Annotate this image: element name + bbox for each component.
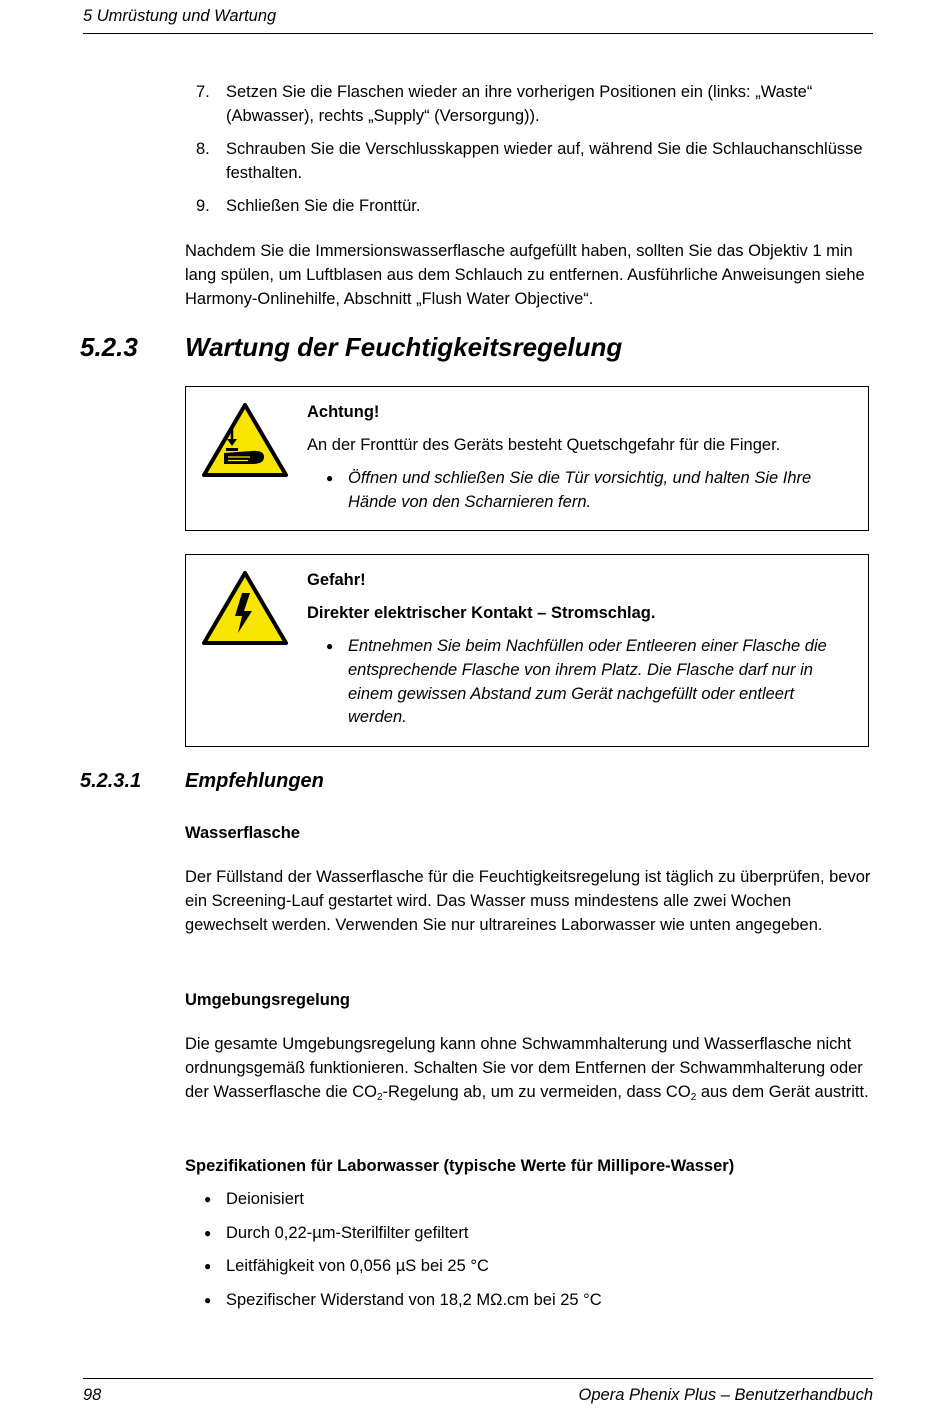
- manual-title: Opera Phenix Plus – Benutzerhandbuch: [578, 1386, 873, 1404]
- environment-paragraph: Die gesamte Umgebungsregelung kann ohne Schwammhalterung und Wasserflasche nicht ordnungsgemäß funktionieren. Schalten Sie vor dem Entfernen der Schwammhalterung oder der Wasserflasche die $CO_2$-Regelung ab, um zu vermeiden, dass $CO_2$ aus dem Gerät austritt.: [185, 1035, 869, 1103]
- step-number: 9.: [196, 197, 210, 216]
- list-item: ● Durch 0,22-µm-Sterilfilter gefiltert: [185, 1221, 602, 1245]
- page-number: 98: [83, 1386, 102, 1404]
- step-text: Schließen Sie die Fronttür.: [226, 197, 421, 216]
- bullet-icon: ●: [204, 1292, 212, 1307]
- danger-title: Gefahr!: [307, 571, 366, 589]
- specs-heading: Spezifikationen für Laborwasser (typische Werte für Millipore-Wasser): [185, 1157, 735, 1175]
- running-footer: [83, 1378, 873, 1406]
- flush-paragraph: Nachdem Sie die Immersionswasserflasche aufgefüllt haben, sollten Sie das Objektiv 1 min lang spülen, um Luftblasen aus dem Schlauch zu entfernen. Ausführliche Anweisungen siehe Harmony-Onlinehilfe, Abschnitt „Flush Water Objective“.: [185, 242, 865, 308]
- crush-hazard-warning-icon: [202, 403, 288, 477]
- step-number: 7.: [196, 83, 210, 101]
- environment-heading: Umgebungsregelung: [185, 991, 351, 1009]
- step-text: Schrauben Sie die Verschlusskappen wieder auf, während Sie die Schlauchanschlüsse festhalten.: [226, 140, 863, 182]
- list-item: [307, 635, 852, 730]
- danger-bullet: Entnehmen Sie beim Nachfüllen oder Entleeren einer Flasche die entsprechende Flasche von ihrem Platz. Die Flasche darf nur in einem gewissen Abstand zum Gerät nachgefüllt oder entleert werden.: [348, 637, 827, 727]
- subsection-title: Empfehlungen: [185, 770, 324, 792]
- caution-title: Achtung!: [307, 403, 380, 421]
- list-item: ● Leitfähigkeit von 0,056 µS bei 25 °C: [185, 1254, 602, 1278]
- list-item: [185, 138, 875, 186]
- section-title: Wartung der Feuchtigkeitsregelung: [185, 332, 623, 362]
- step-number: 8.: [196, 140, 210, 159]
- water-bottle-heading: Wasserflasche: [185, 824, 300, 842]
- list-item: [185, 81, 875, 129]
- list-item: [307, 467, 852, 515]
- caution-bullet: Öffnen und schließen Sie die Tür vorsichtig, und halten Sie Ihre Hände von den Scharnieren fern.: [348, 469, 812, 511]
- list-item: [185, 195, 875, 219]
- bullet-icon: ●: [204, 1225, 212, 1240]
- caution-box: [185, 386, 869, 531]
- chapter-title: 5 Umrüstung und Wartung: [83, 7, 277, 25]
- step-text: Setzen Sie die Flaschen wieder an ihre vorherigen Positionen ein (links: „Waste“ (Abwasser), rechts „Supply“ (Versorgung)).: [226, 83, 813, 125]
- list-item: ● Spezifischer Widerstand von 18,2 MΩ.cm bei 25 °C: [185, 1288, 602, 1312]
- bullet-icon: ●: [204, 1192, 212, 1206]
- specs-list: [185, 1187, 602, 1321]
- list-item: ● Deionisiert: [185, 1187, 602, 1211]
- bullet-icon: ●: [204, 1259, 212, 1273]
- electric-shock-warning-icon: [202, 571, 288, 645]
- bullet-icon: ●: [326, 639, 334, 653]
- bullet-icon: ●: [326, 471, 334, 485]
- caution-message: An der Fronttür des Geräts besteht Quetschgefahr für die Finger.: [307, 436, 781, 454]
- section-number: 5.2.3: [80, 332, 138, 362]
- running-header: [83, 6, 873, 34]
- water-bottle-paragraph: Der Füllstand der Wasserflasche für die Feuchtigkeitsregelung ist täglich zu überprüfen, bevor ein Screening-Lauf gestartet wird. Das Wasser muss mindestens alle zwei Wochen gewechselt werden. Verwenden Sie nur ultrareines Laborwasser wie unten angegeben.: [185, 868, 871, 934]
- danger-message: Direkter elektrischer Kontakt – Stromschlag.: [307, 604, 656, 622]
- subsection-number: 5.2.3.1: [80, 770, 142, 792]
- danger-box: [185, 554, 869, 747]
- step-list: [185, 81, 875, 228]
